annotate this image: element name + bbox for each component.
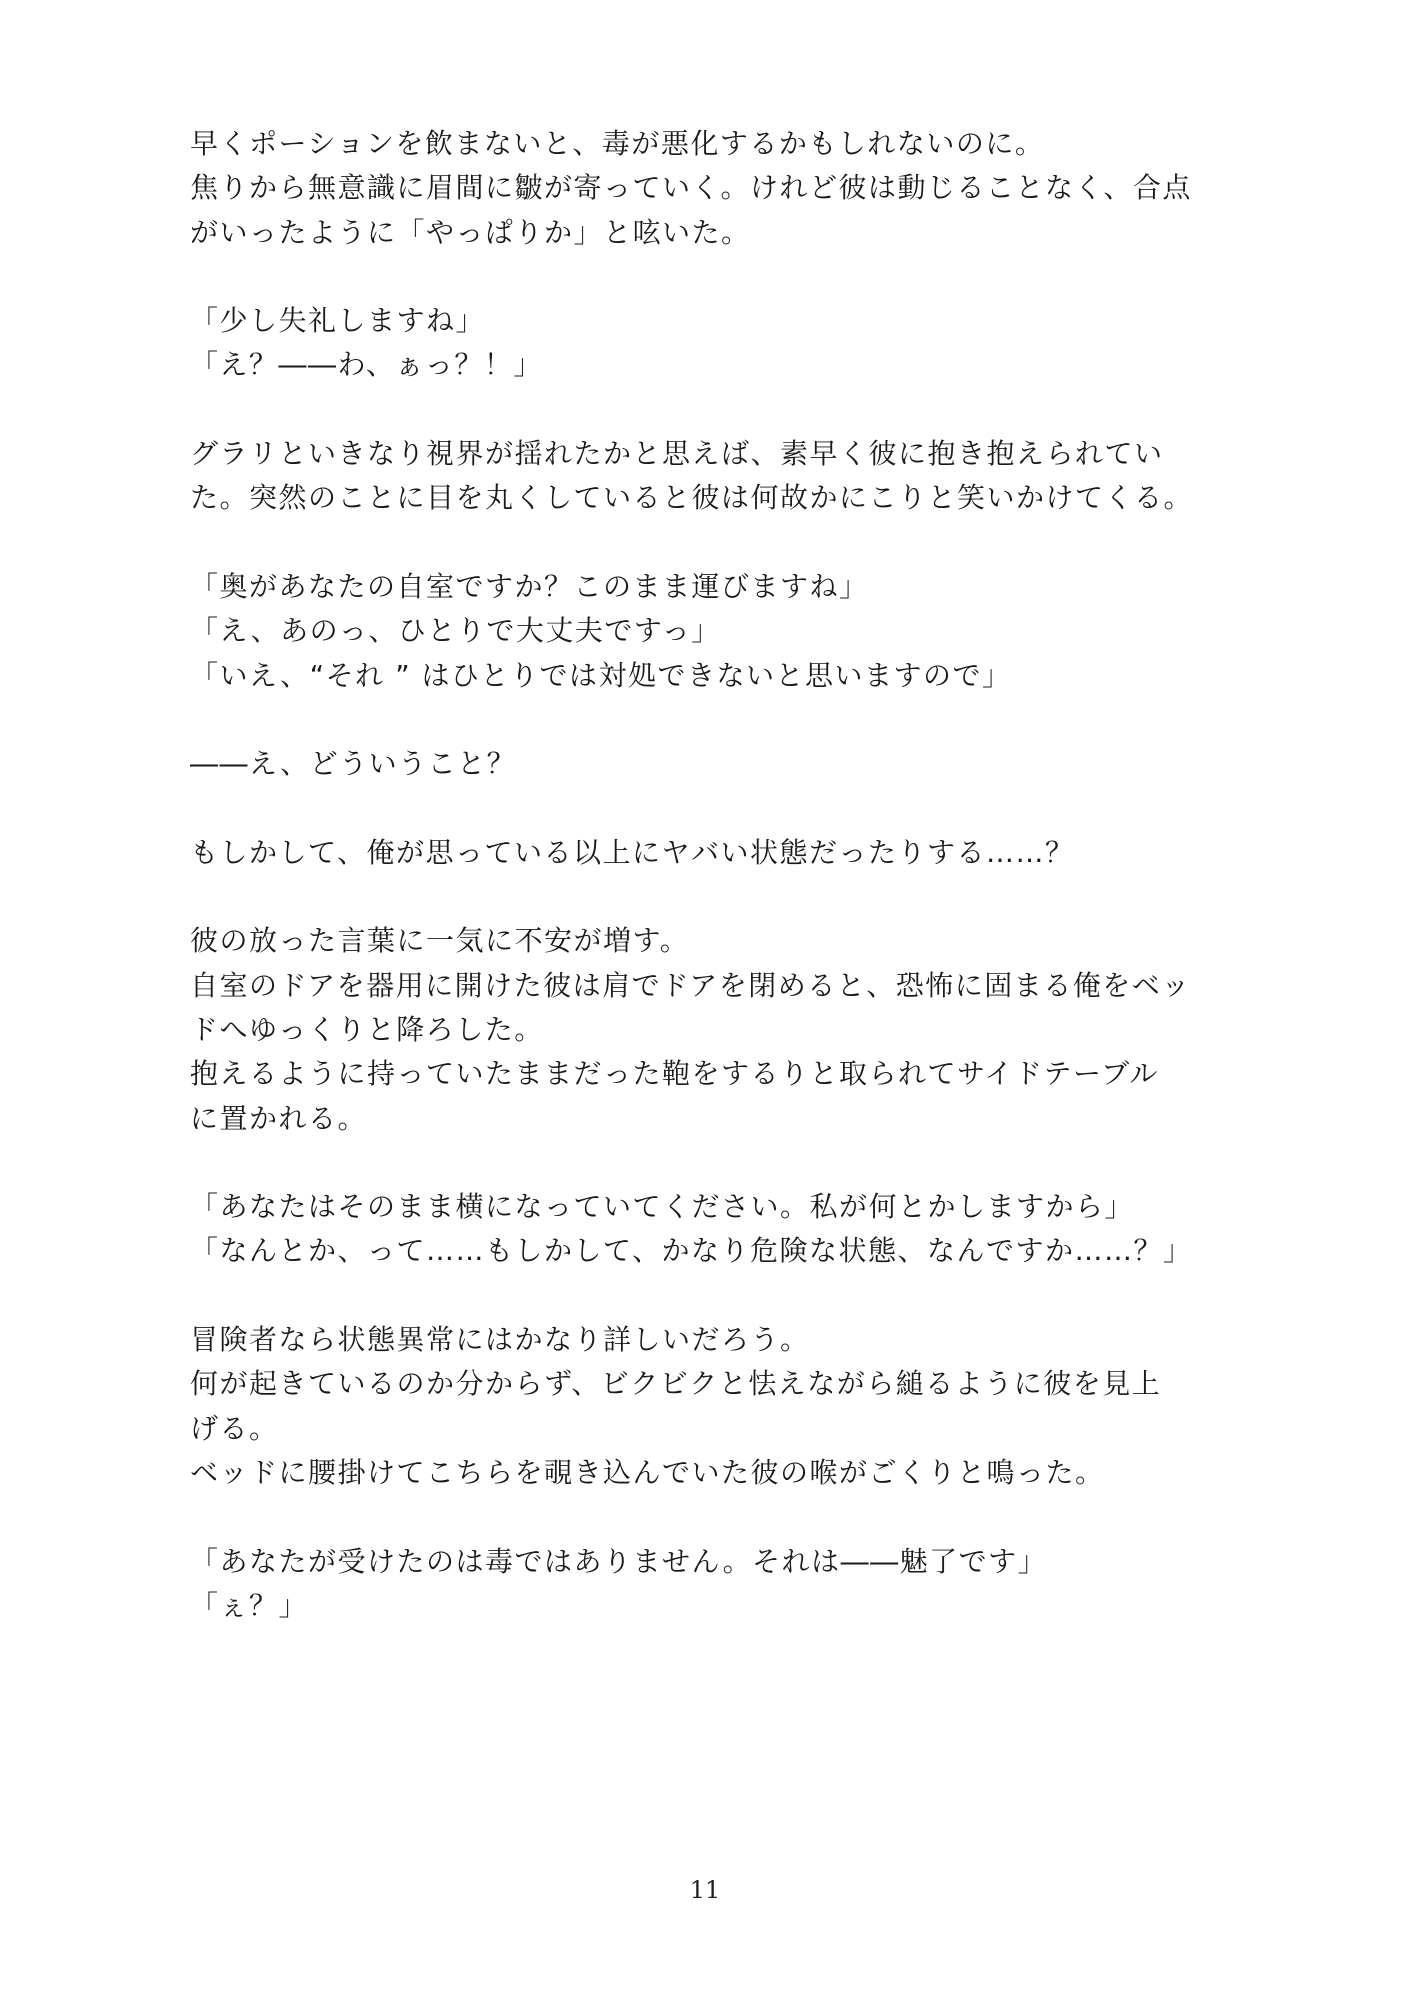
text-line: 「え？――わ、ぁっ？！」 [190,348,543,382]
text-line: がいったように「やっぱりか」と呟いた。 [190,215,751,249]
text-line: 彼の放った言葉に一気に不安が増す。 [190,924,690,958]
text-line: 焦りから無意識に眉間に皺が寄っていく。けれど彼は動じることなく、合点 [190,171,1192,205]
blank-line [190,1274,1230,1318]
blank-line [190,786,1230,830]
text-line: 「なんとか、って……もしかして、かなり危険な状態、なんですか……？」 [190,1234,1193,1268]
text-line: 「いえ、“それ ” はひとりでは対処できないと思いますので」 [190,658,1012,692]
text-line: に置かれる。 [190,1101,368,1135]
blank-line [190,1141,1230,1185]
blank-line [190,388,1230,432]
blank-line [190,875,1230,919]
text-line: 「え、あのっ、ひとりで大丈夫ですっ」 [190,614,721,648]
text-line: 「少し失礼しますね」 [190,304,486,338]
text-line: 自室のドアを器用に開けた彼は肩でドアを閉めると、恐怖に固まる俺をベッ [190,968,1191,1002]
text-line: 何が起きているのか分からず、ビクビクと怯えながら縋るように彼を見上 [190,1367,1162,1401]
text-line: 早くポーションを飲まないと、毒が悪化するかもしれないのに。 [190,127,1045,160]
blank-line [190,698,1230,742]
blank-line [190,1495,1230,1539]
text-line: もしかして、俺が思っている以上にヤバい状態だったりする……？ [190,835,1075,869]
text-line: 冒険者なら状態異常にはかなり詳しいだろう。 [190,1323,810,1357]
blank-line [190,255,1230,299]
page-number: 11 [689,1876,721,1904]
text-line: ――え、どういうこと？ [190,747,517,781]
body-text [190,122,1230,1628]
text-line: ドへゆっくりと降ろした。 [190,1012,544,1046]
text-line: 「あなたはそのまま横になっていてください。私が何とかしますから」 [190,1190,1135,1224]
text-line: 「奥があなたの自室ですか？このまま運びますね」 [190,569,869,603]
text-line: ベッドに腰掛けてこちらを覗き込んでいた彼の喉がごくりと鳴った。 [190,1455,1105,1489]
text-line: た。突然のことに目を丸くしていると彼は何故かにこりと笑いかけてくる。 [190,481,1194,515]
blank-line [190,521,1230,565]
text-line: げる。 [190,1411,279,1445]
text-line: 「ぇ？」 [190,1588,309,1622]
text-line: 抱えるように持っていたままだった鞄をするりと取られてサイドテーブル [190,1057,1160,1091]
text-line: 「あなたが受けたのは毒ではありません。それは――魅了です」 [190,1544,1048,1578]
text-line: グラリといきなり視界が揺れたかと思えば、素早く彼に抱き抱えられてい [190,437,1164,471]
